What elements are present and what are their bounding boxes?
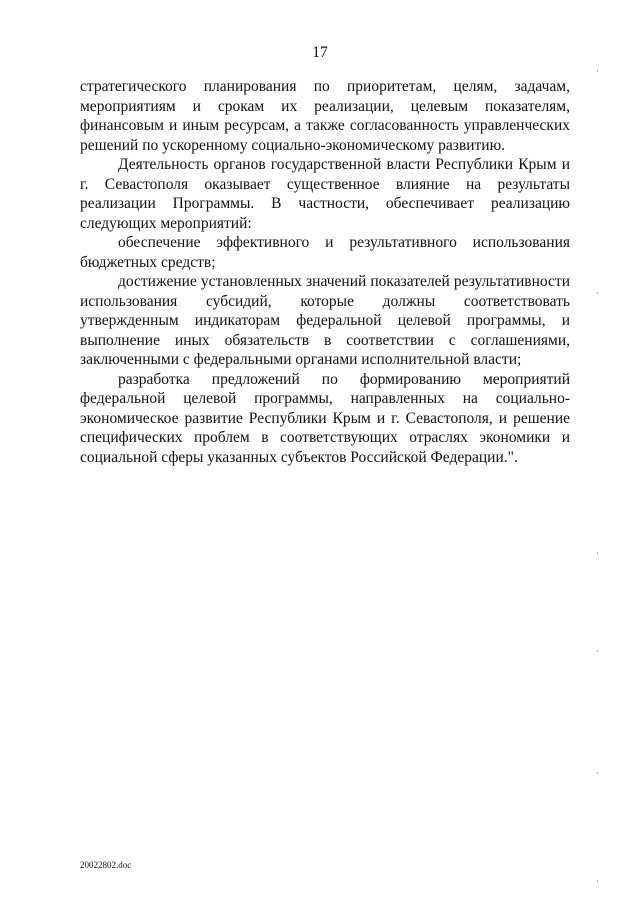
footer-filename: 20022802.doc xyxy=(80,860,132,870)
scan-artifact xyxy=(597,292,598,294)
list-item-proposals: разработка предложений по формированию мероприятий федеральной целевой программы, направленных на социально-экономическое развитие Республики Крым и г. Севастополя, и решение специфических проблем в соответствующих отраслях экономики и социальной сферы указанных субъектов Российской Федерации.". xyxy=(80,370,570,466)
scan-artifact xyxy=(597,70,598,72)
list-item-subsidy-indicators: достижение установленных значений показателей результативности использования субсидий, которые должны соответствовать утвержденным индикаторам федеральной целевой программы, и выполнение иных обязательств в соответствии с соглашениями, заключенными с федеральными органами исполнительной власти; xyxy=(80,273,570,368)
scan-artifact xyxy=(597,650,598,652)
scan-artifact xyxy=(597,772,598,774)
paragraph-continuation: стратегического планирования по приоритетам, целям, задачам, мероприятиям и срокам их реализации, целевым показателям, финансовым и иным ресурсам, а также согласованность управленческих решений по ускоренному социально-экономическому развитию. xyxy=(80,78,570,154)
paragraph-authorities-activity: Деятельность органов государственной власти Республики Крым и г. Севастополя оказывает существенное влияние на результаты реализации Программы. В частности, обеспечивает реализацию следующих мероприятий: xyxy=(80,156,570,232)
document-body xyxy=(80,77,570,467)
scan-artifact xyxy=(597,880,598,882)
list-item-budget-use: обеспечение эффективного и результативного использования бюджетных средств; xyxy=(80,234,570,271)
page-number: 17 xyxy=(312,44,328,61)
scan-artifact xyxy=(597,552,598,554)
